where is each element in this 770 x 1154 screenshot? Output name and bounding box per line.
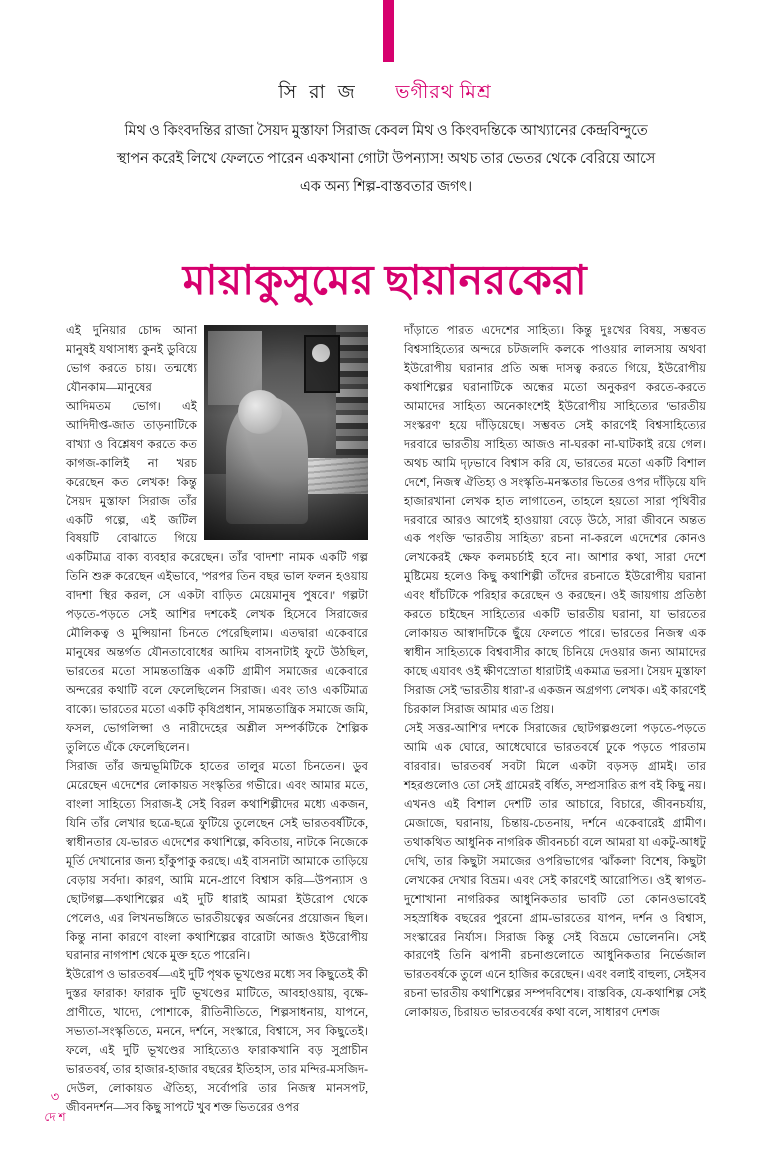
- author-photo: [204, 325, 368, 540]
- photo-vignette: [204, 325, 368, 540]
- page-number: ৩: [50, 1088, 60, 1104]
- paragraph: দাঁড়াতে পারত এদেশের সাহিত্য। কিন্তু দুঃখের বিষয়, সম্ভবত বিশ্বসাহিত্যের অন্দরে চটজলদি কলকে পাওয়ার লালসায় অথবা ইউরোপীয় ঘরানার প্রতি অন্ধ দাসত্ব করতে গিয়ে, ইউরোপীয় কথাশিল্পের ঘরানাটিকে অন্ধের মতো অনুকরণ করতে-করতে আমাদের সাহিত্য অনেকাংশেই ইউরোপীয় সাহিত্যের 'ভারতীয় সংস্করণ' হয়ে দাঁড়িয়েছে। সম্ভবত সেই কারণেই বিশ্বসাহিত্যের দরবারে ভারতীয় সাহিত্য আজও না-ঘরকা না-ঘাটকাই রয়ে গেল। অথচ আমি দৃঢ়ভাবে বিশ্বাস করি যে, ভারতের মতো একটি বিশাল দেশে, নিজস্ব ঐতিহ্য ও সংস্কৃতি-মনস্কতার ভিতের ওপর দাঁড়িয়ে যদি হাজারখানা লেখক হাত লাগাতেন, তাহলে হয়তো সারা পৃথিবীর দরবারে আরও আগেই হাওয়ায়া বেড়ে উঠে, সারা জীবনে অন্তত এক পংক্তি 'ভারতীয় সাহিত্য' রচনা না-করলে এদেশের কোনও লেখকেরই ক্ষেফ কলমচর্চাই হবে না। আশার কথা, সারা দেশে মুষ্টিমেয় হলেও কিছু কথাশিল্পী তাঁদের রচনাতে ইউরোপীয় ঘরানা এবং ধাঁচটিকে পরিহার করেছেন ও করছেন। ওই জায়গায় প্রতিষ্ঠা করতে চাইছেন সাহিত্যের একটি ভারতীয় ঘরানা, যা ভারতের লোকায়ত আস্বাদটিকে ছুঁয়ে ফেলতে পারে। ভারতের নিজস্ব এক স্বাধীন সাহিত্যকে বিশ্ববাসীর কাছে চিনিয়ে দেওয়ার জন্য আমাদের কাছে এযাবৎ ওই ক্ষীণস্রোতা ধারাটাই একমাত্র ভরসা। সৈয়দ মুস্তাফা সিরাজ সেই 'ভারতীয় ধারা'-র একজন অগ্রগণ্য লেখক। এই কারণেই চিরকাল সিরাজ আমার এত প্রিয়।: [404, 324, 706, 717]
- top-accent-bar: [383, 0, 394, 62]
- article-body: [66, 322, 706, 1115]
- series-title: সি রা জ: [278, 82, 359, 103]
- paragraph: এই দুনিয়ার চোদ্দ আনা মানুষই যথাসাধ্য কুনই ডুবিয়ে ভোগ করতে চায়। তন্মধ্যে যৌনকাম—মানুষের আদিমতম ভোগ। এই আদিদীপ্ত-জাত তাড়নাটিকে বাখ্যা ও বিশ্লেষণ করতে কত কাগজ-কালিই না খরচ করেছেন কত লেখক! কিন্তু সৈয়দ মুস্তাফা সিরাজ তাঁর একটি গল্পে, এই জটিল বিষয়টি বোঝাতে গিয়ে একটিমাত্র বাক্য ব্যবহার করেছেন। তাঁর 'বাদশা' নামক একটি গল্প তিনি শুরু করেছেন এইভাবে, 'পরপর তিন বছর ভাল ফলন হওয়ায় বাদশা স্থির করল, সে একটা বাড়িত মেয়েমানুষ পুষবে।' গল্পটা পড়তে-পড়তে সেই আশির দশকেই লেখক হিসেবে সিরাজের মৌলিকত্ব ও মুন্সিয়ানা চিনতে পেরেছিলাম। এতদ্বারা একেবারে মানুষের অন্তর্গত যৌনতাবোধের আদিম বাসনাটাই ফুটে উঠছিল, ভারতের মতো সামন্ততান্ত্রিক একটি গ্রামীণ সমাজের একেবারে অন্দরের কথাটি বলে ফেলেছিলেন সিরাজ। এবং তাও একটিমাত্র বাক্যে। ভারতের মতো একটি কৃষিপ্রধান, সামন্ততান্ত্রিক সমাজে জমি, ফসল, ভোগলিপ্সা ও নারীদেহের অশ্লীল সম্পর্কটিকে শৈল্পিক তুলিতে এঁকে ফেলেছিলেন।: [66, 324, 368, 754]
- page-title: মায়াকুসুমের ছায়ানরকেরা: [182, 257, 588, 304]
- paragraph: ইউরোপ ও ভারতবর্ষ—এই দুটি পৃথক ভূখণ্ডের মধ্যে সব কিছুতেই কী দুস্তর ফারাক! ফারাক দুটি ভূখণ্ডের মাটিতে, আবহাওয়ায়, বৃক্ষে-প্রাণীতে, খাদ্যে, পোশাকে, রীতিনীতিতে, শিল্পসাধনায়, যাপনে, সভ্যতা-সংস্কৃতিতে, মননে, দর্শনে, সংস্কারে, বিশ্বাসে, সব কিছুতেই। ফলে, এই দুটি ভূখণ্ডের সাহিত্যেও ফারাকখানি বড় সুপ্রাচীন ভারতবর্ষ, তার হাজার-হাজার বছরের ইতিহাস, তার মন্দির-মসজিদ-দেউল, লোকায়ত ঐতিহ্য, সর্বোপরি তার নিজস্ব মানসপট, জীবনদর্শন—সব কিছু সাপটে খুব শক্ত ভিতরের ওপর: [66, 968, 368, 1115]
- standfirst: মিথ ও কিংবদন্তির রাজা সৈয়দ মুস্তাফা সিরাজ কেবল মিথ ও কিংবদন্তিকে আখ্যানের কেন্দ্রবিন্দুতে স্থাপন করেই লিখে ফেলতে পারেন একখানা গোটা উপন্যাস! অথচ তার ভেতর থেকে বেরিয়ে আসে এক অন্য শিল্প-বাস্তবতার জগৎ।: [116, 123, 656, 195]
- column-right: [404, 322, 706, 1023]
- article-byline: [0, 78, 770, 110]
- publication-mark: দে শ: [44, 1109, 66, 1124]
- author-name: ভগীরথ মিশ্র: [395, 82, 492, 103]
- column-left: [66, 322, 368, 1118]
- paragraph: সেই সত্তর-আশি'র দশকে সিরাজের ছোটগল্পগুলো পড়তে-পড়তে আমি এক ঘোরে, আধেঘোরে ভারতবর্ষে ঢুকে পড়তে পারতাম বারবার। ভারতবর্ষ সবটা মিলে একটা বড়সড় গ্রামই। তার শহরগুলোও তো সেই গ্রামেরই বর্ধিত, সম্প্রসারিত রূপ বই কিছু নয়। এখনও এই বিশাল দেশটি তার আচারে, বিচারে, জীবনচর্যায়, মেজাজে, ঘরানায়, চিন্তায়-চেতনায়, দর্শনে একেবারেই গ্রামীণ। তথাকথিত আধুনিক নাগরিক জীবনচর্চা বলে আমরা যা একটু-আধটু দেখি, তার কিছুটা সমাজের ওপরিভাগের 'ঝাঁকলা' বিশেষ, কিছুটা লেখকের দেখার বিভ্রম। এবং সেই কারণেই আরোপিত। ওই স্বাগত-দুশোখানা নাগরিকর আধুনিকতার ভাবটি তো কোনওভাবেই সহস্রাধিক বছরের পুরনো গ্রাম-ভারতের যাপন, দর্শন ও বিশ্বাস, সংস্কারের নির্যাস। সিরাজ কিন্তু সেই বিভ্রমে ভোলেননি। সেই কারণেই তিনি ঝপানী রচনাগুলোতে আধুনিকতার নির্ভেজাল ভারতবর্ষকে তুলে এনে হাজির করেছেন। এবং বলাই বাহুল্য, সেইসব রচনা ভারতীয় কথাশিল্পের সম্পদবিশেষ। বাস্তবিক, যে-কথাশিল্প সেই লোকায়ত, চিরায়ত ভারতবর্ষের কথা বলে, সাধারণ দেশজ: [404, 722, 706, 1020]
- folio: [42, 1089, 68, 1124]
- paragraph: সিরাজ তাঁর জন্মভূমিটিকে হাতের তালুর মতো চিনতেন। ডুব মেরেছেন এদেশের লোকায়ত সংস্কৃতির গভীরে। এবং আমার মতে, বাংলা সাহিত্যে সিরাজ-ই সেই বিরল কথাশিল্পীদের মধ্যে একজন, যিনি তাঁর লেখার ছত্রে-ছত্রে ফুটিয়ে তুলেছেন সেই ভারতবর্ষটিকে, স্বাধীনতার যে-ভারত এদেশের কথাশিল্পে, কবিতায়, নাটকে নিজেকে মূর্তি দেখানোর জন্য হাঁকুপাকু করছে। এই বাসনাটা আমাকে তাড়িয়ে বেড়ায় সর্বদা। কারণ, আমি মনে-প্রাণে বিশ্বাস করি—উপন্যাস ও ছোটগল্প—কথাশিল্পের এই দুটি ধারাই আমরা ইউরোপ থেকে পেলেও, এর লিখনভঙ্গিতে ভারতীয়ত্বের অর্জনের প্রয়োজন ছিল। কিন্তু নানা কারণে বাংলা কথাশিল্পের বারোটা আজও ইউরোপীয় ঘরানার নাগপাশ থেকে মুক্ত হতে পারেনি।: [66, 759, 368, 963]
